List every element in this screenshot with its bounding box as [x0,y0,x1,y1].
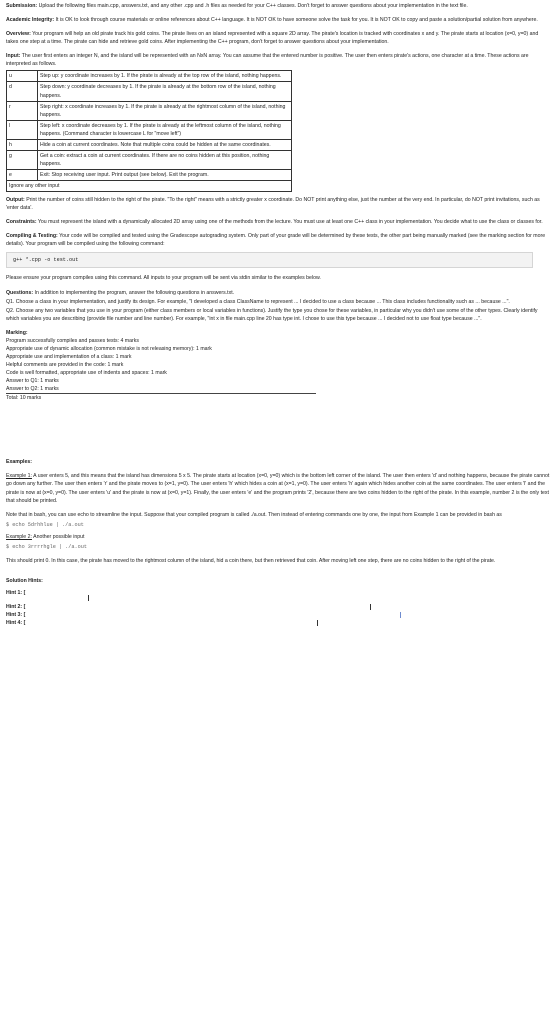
questions-label: Questions: [6,289,34,296]
overview-label: Overview: [6,31,31,38]
constraints-text: You must represent the island with a dynamically allocated 2D array using one of the methods from the lecture. You must use at least one C++ class in your implementation. You decide what to use the class or classes for. [37,219,543,226]
question-2: Q2. Choose any two variables that you use in your program (either class members or local variables in functions). Justify the type you chose for these variables, in particular why you didn't use some of the other types. Clearly identify which variables you are describing (provide file number and line number). For example, "int x in file main.cpp line 20 has type int. I chose to use this type because ... I decided not to use float type because ...". [6,307,538,322]
example-2-result: This should print 0. In this case, the pirate has moved to the rightmost column of the island, hid a coin there, but then retrieved that coin. After moving left one step, there are no coins hidden to the right of the pirate. [6,557,496,564]
text-cursor [400,612,401,618]
hint-4: Hint 4: [ [6,620,26,626]
marking-label: Marking: [6,329,28,336]
command-key: r [7,101,38,120]
text-cursor [317,620,318,626]
hint-row [6,611,551,619]
submission-paragraph [6,2,551,10]
input-text: The user first enters an integer N, and the island will be represented with an NxN array. You can assume that the entered number is positive. The user then enters pirate's actions, one character at a time. These actions are interpreted as follows. [6,53,529,68]
table-row [7,71,292,82]
command-key: u [7,71,38,82]
solution-hints-label: Solution Hints: [6,577,43,584]
text-cursor [370,604,371,610]
table-row [7,181,292,192]
bash-note: Note that in bash, you can use echo to streamline the input. Suppose that your compiled program is called ./a.out. Then instead of entering commands one by one, the input from Example 1 can be provided in bash as [6,511,502,518]
marking-item: Answer to Q2: 1 marks [6,386,59,393]
hint-row [6,589,551,597]
questions-paragraph [6,289,551,297]
compiling-text: Your code will be compiled and tested using the Gradescope autograding system. Only part of your grade will be determined by these tests, the other part being manually marked (see the marking section for more details). Your program will be compiled using the following command: [6,233,546,248]
example-1-label: Example 1: [6,473,32,480]
output-label: Output: [6,197,25,204]
command-key: e [7,170,38,181]
question-1: Q1. Choose a class in your implementation, and justify its design. For example, "I developed a class ClassName to represent ... I decided to use a class because ... This class includes functionality such as ... because ...". [6,298,510,305]
command-desc: Step right: x coordinate increases by 1. If the pirate is already at the rightmost column of the island, nothing happens. [38,101,292,120]
input-label: Input: [6,53,21,60]
command-key: g [7,150,38,169]
academic-text: It is OK to look through course materials or online references about C++ language. It is NOT OK to have someone solve the task for you. It is NOT OK to copy and paste a solution/partial solution from anywhere. [55,17,538,24]
marking-item: Program successfully compiles and passes tests: 4 marks [6,337,139,344]
questions-intro: In addition to implementing the program, answer the following questions in answers.txt. [34,289,235,296]
command-key: d [7,82,38,101]
marking-total: Total: 10 marks [6,395,42,402]
example-2-label: Example 2: [6,533,32,540]
marking-section [6,329,551,403]
marking-item: Appropriate use of dynamic allocation (common mistake is not releasing memory): 1 mark [6,345,212,352]
marking-item: Answer to Q1: 1 marks [6,378,59,385]
command-ignore: Ignore any other input [7,181,292,192]
overview-paragraph [6,30,551,46]
constraints-paragraph [6,218,551,226]
output-paragraph [6,196,551,212]
command-desc: Hide a coin at current coordinates. Note that multiple coins could be hidden at the same coordinates. [38,139,292,150]
command-desc: Step up: y coordinate increases by 1. If the pirate is already at the top row of the island, nothing happens. [38,71,292,82]
bash-command-2: $ echo 3rrrrhgle | ./a.out [6,543,87,550]
marking-item: Helpful comments are provided in the code: 1 mark [6,362,124,368]
hint-row [6,603,551,611]
compiling-label: Compiling & Testing: [6,233,58,240]
command-desc: Get a coin: extract a coin at current coordinates. If there are no coins hidden at this position, nothing happens. [38,150,292,169]
example-1-text: A user enters 5, and this means that the island has dimensions 5 x 5. The pirate starts at location (x=0, y=0) which is the bottom left corner of the island. The user then enters 'd' and nothing happens, because the pirate cannot go down any further. The user then enters 'r' and the pirate moves to (x=1, y=0). The user enters 'h' which hides a coin at (x=1, y=0). The user enters 'h' again which hides another coin at the same coordinates. The user enters 'l' and the pirate is now at (x=0, y=0). The user enters 'u' and the pirate is now at (x=0, y=1). Finally, the user enters 'e' and the program prints '2', because there are two coins hidden to the right of the pirate. In this example, number 2 is the only text that should be printed. [6,473,550,504]
table-row [7,150,292,169]
hint-3: Hint 3: [ [6,612,26,618]
input-paragraph [6,52,551,68]
compiling-paragraph [6,232,551,248]
table-row [7,170,292,181]
example-1-paragraph [6,472,551,504]
command-key: l [7,120,38,139]
overview-text: Your program will help an old pirate track his gold coins. The pirate lives on an island represented with a square 2D array. The pirate's location is tracked with coordinates x and y. The pirate starts at location (x=0, y=0) and takes one step at a time. The pirate can hide and retrieve gold coins. After implementing the C++ program, don't forget to answer questions about your implementation. [6,31,539,46]
constraints-label: Constraints: [6,219,37,226]
hint-1: Hint 1: [ [6,590,26,596]
output-text: Print the number of coins still hidden to the right of the pirate. "To the right" means with a strictly greater x coordinate. Do NOT print anything else, just the number at the very end. In particular, do NOT print invitations, such as 'enter data'. [6,197,540,212]
examples-label: Examples: [6,459,32,466]
spacer [6,402,551,458]
hint-2: Hint 2: [ [6,604,26,610]
hint-row [6,619,551,627]
command-desc: Step left: x coordinate decreases by 1. If the pirate is already at the leftmost column of the island, nothing happens. (Command character is lowercase L for "move left") [38,120,292,139]
command-desc: Step down: y coordinate decreases by 1. If the pirate is already at the bottom row of the island, nothing happens. [38,82,292,101]
ensure-paragraph: Please ensure your program compiles using this command. All inputs to your program will be sent via stdin similar to the examples below. [6,275,321,282]
marking-item: Code is well formatted, appropriate use of indents and spaces: 1 mark [6,370,167,377]
command-key: h [7,139,38,150]
table-row [7,82,292,101]
command-desc: Exit: Stop receiving user input. Print output (see below). Exit the program. [38,170,292,181]
text-cursor [88,595,89,601]
bash-command-1: $ echo 5drhhlue | ./a.out [6,521,84,528]
marking-item: Appropriate use and implementation of a class: 1 mark [6,353,132,360]
table-row [7,139,292,150]
example-2-paragraph [6,533,551,541]
commands-table [6,70,292,192]
compile-command-block: g++ *.cpp -o test.out [6,252,533,268]
example-2-text: Another possible input [33,533,85,540]
table-row [7,101,292,120]
submission-text: Upload the following files main.cpp, answers.txt, and any other .cpp and .h files as needed for your C++ classes. Don't forget to answer questions about your implementation in the text file. [38,3,468,9]
table-row [7,120,292,139]
academic-paragraph [6,16,551,24]
academic-label: Academic Integrity: [6,17,55,24]
submission-label: Submission: [6,3,38,9]
